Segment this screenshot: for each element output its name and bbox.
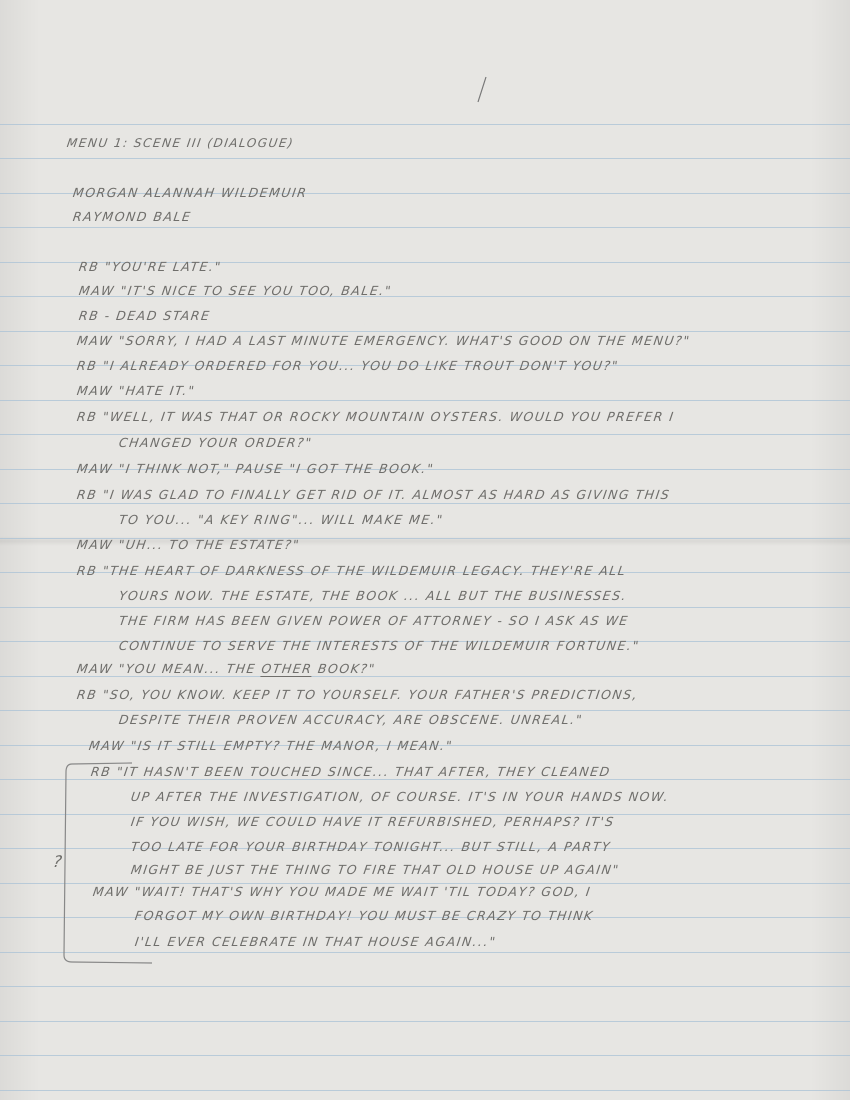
dialogue-text: "IT'S NICE TO SEE YOU TOO, BALE." [119,283,394,298]
dialogue-text: "IS IT STILL EMPTY? THE MANOR, I MEAN." [129,738,455,753]
dialogue-text: "WELL, IT WAS THAT OR ROCKY MOUNTAIN OYSTERS. WOULD YOU PREFER I [101,409,676,424]
dialogue-line [78,308,212,323]
dialogue-continuation: YOURS NOW. THE ESTATE, THE BOOK ... ALL BUT THE BUSINESSES. [118,588,629,603]
dialogue-continuation: UP AFTER THE INVESTIGATION, OF COURSE. IT'S IN YOUR HANDS NOW. [130,789,671,804]
dialogue-text: "SO, YOU KNOW. KEEP IT TO YOURSELF. YOUR FATHER'S PREDICTIONS, [101,687,640,702]
dialogue-line [76,409,676,424]
speaker-tag: MAW [76,461,115,476]
dialogue-continuation: CHANGED YOUR ORDER?" [118,435,314,450]
dialogue-continuation: DESPITE THEIR PROVEN ACCURACY, ARE OBSCENE. UNREAL." [118,712,585,727]
speaker-tag: MAW [92,884,131,899]
dialogue-text: "I THINK NOT," PAUSE "I GOT THE BOOK." [117,461,436,476]
dialogue-text: "YOU MEAN... THE [117,661,263,676]
dialogue-text: "HATE IT." [117,383,197,398]
dialogue-continuation: CONTINUE TO SERVE THE INTERESTS OF THE WILDEMUIR FORTUNE." [118,638,641,653]
dialogue-line [76,487,671,502]
speaker-tag: MAW [76,333,115,348]
dialogue-text: "YOU'RE LATE." [103,259,223,274]
speaker-tag: MAW [76,661,115,676]
dialogue-text: BOOK?" [311,661,377,676]
speaker-tag: RB [90,764,113,779]
dialogue-continuation: MIGHT BE JUST THE THING TO FIRE THAT OLD HOUSE UP AGAIN" [130,862,621,877]
dialogue-continuation: THE FIRM HAS BEEN GIVEN POWER OF ATTORNEY - SO I ASK AS WE [118,613,630,628]
scene-heading: MENU 1: SCENE III (DIALOGUE) [66,136,296,150]
dialogue-line [92,884,592,899]
speaker-tag: MAW [78,283,117,298]
speaker-tag: MAW [76,383,115,398]
dialogue-text: "I WAS GLAD TO FINALLY GET RID OF IT. ALMOST AS HARD AS GIVING THIS [101,487,672,502]
dialogue-continuation: TOO LATE FOR YOUR BIRTHDAY TONIGHT... BUT STILL, A PARTY [130,839,613,854]
dialogue-continuation: FORGOT MY OWN BIRTHDAY! YOU MUST BE CRAZY TO THINK [134,908,595,923]
dialogue-text: "WAIT! THAT'S WHY YOU MADE ME WAIT 'TIL TODAY? GOD, I [133,884,593,899]
dialogue-line [76,383,196,398]
dialogue-line [88,738,454,753]
speaker-tag: RB [78,308,101,323]
dialogue-line [76,461,435,476]
dialogue-text: "UH... TO THE ESTATE?" [117,537,302,552]
dialogue-text: "I ALREADY ORDERED FOR YOU... YOU DO LIKE TROUT DON'T YOU?" [101,358,620,373]
dialogue-continuation: IF YOU WISH, WE COULD HAVE IT REFURBISHED, PERHAPS? IT'S [130,814,616,829]
dialogue-line [76,358,620,373]
dialogue-continuation: TO YOU... "A KEY RING"... WILL MAKE ME." [118,512,445,527]
dialogue-line [78,259,223,274]
dialogue-line [76,661,377,676]
dialogue-continuation: I'LL EVER CELEBRATE IN THAT HOUSE AGAIN..." [134,934,498,949]
speaker-tag: RB [76,563,99,578]
dialogue-text: "SORRY, I HAD A LAST MINUTE EMERGENCY. WHAT'S GOOD ON THE MENU?" [117,333,692,348]
dialogue-line [76,537,301,552]
dialogue-line [78,283,393,298]
speaker-tag: RB [76,687,99,702]
dialogue-line [76,563,627,578]
character-name: MORGAN ALANNAH WILDEMUIR [72,185,309,200]
dialogue-text: "IT HASN'T BEEN TOUCHED SINCE... THAT AFTER, THEY CLEANED [115,764,612,779]
pencil-mark [478,77,486,102]
speaker-tag: RB [76,358,99,373]
dialogue-text: "THE HEART OF DARKNESS OF THE WILDEMUIR LEGACY. THEY'RE ALL [101,563,628,578]
character-name: RAYMOND BALE [72,209,193,224]
speaker-tag: MAW [88,738,127,753]
margin-question-mark: ? [52,852,65,871]
speaker-tag: RB [76,409,99,424]
speaker-tag: MAW [76,537,115,552]
dialogue-line [76,687,639,702]
dialogue-line [90,764,612,779]
underlined-word: OTHER [260,661,314,676]
dialogue-text: - DEAD STARE [103,308,212,323]
speaker-tag: RB [78,259,101,274]
dialogue-line [76,333,692,348]
speaker-tag: RB [76,487,99,502]
